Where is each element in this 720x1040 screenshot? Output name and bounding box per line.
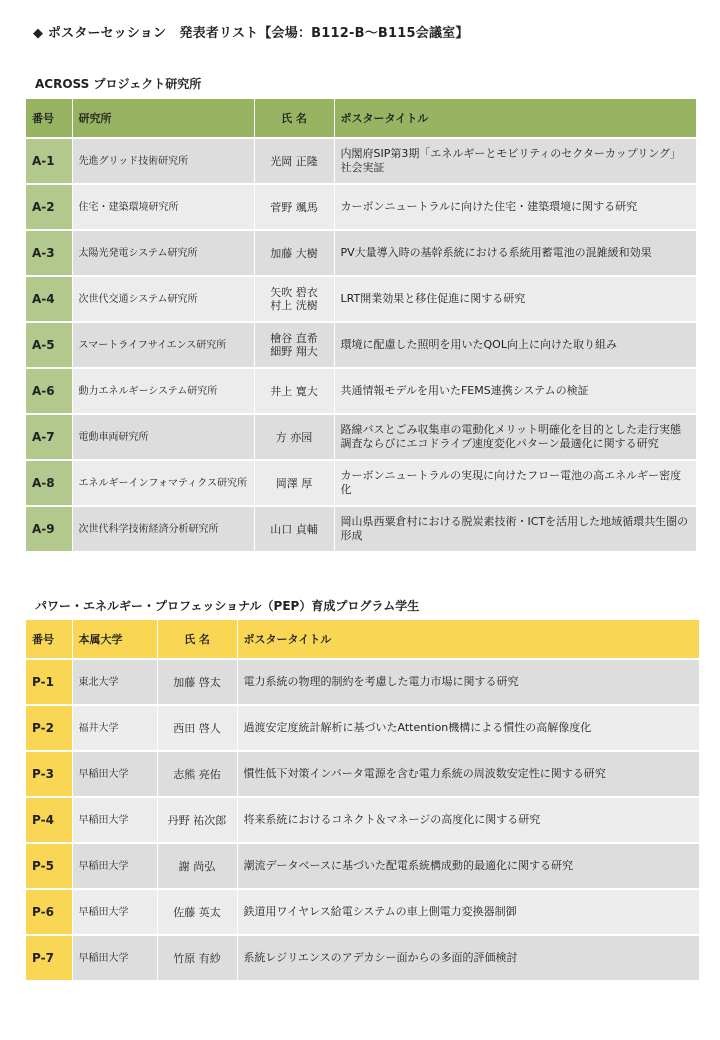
row-code: P-7: [26, 935, 72, 981]
header-code: 番号: [26, 99, 72, 138]
table-row: [26, 460, 696, 506]
presenter-name: 菅野 颯馬: [270, 200, 318, 214]
row-presenter-names: [157, 935, 237, 981]
row-organization: 早稲田大学: [72, 797, 157, 843]
row-organization: 早稲田大学: [72, 935, 157, 981]
header-title: ポスタータイトル: [334, 99, 696, 138]
row-code: A-9: [26, 506, 72, 552]
row-presenter-names: [157, 751, 237, 797]
presenter-name: 方 亦园: [275, 430, 313, 444]
table-row: [26, 705, 699, 751]
row-poster-title: 慣性低下対策インバータ電源を含む電力系統の周波数安定性に関する研究: [237, 751, 699, 797]
row-code: A-7: [26, 414, 72, 460]
page-title: ◆ ポスターセッション 発表者リスト【会場：B112-B〜B115会議室】: [33, 26, 469, 41]
presenter-name: 志熊 亮佑: [173, 767, 221, 781]
row-organization: 次世代科学技術経済分析研究所: [72, 506, 254, 552]
table-row: [26, 506, 696, 552]
table-row: [26, 659, 699, 705]
row-poster-title: 内閣府SIP第3期「エネルギーとモビリティのセクターカップリング」社会実証: [334, 138, 696, 184]
presenter-name: 井上 寛大: [270, 384, 318, 398]
presenter-name: 竹原 有紗: [173, 951, 221, 965]
presenter-name: 矢吹 碧衣: [270, 286, 318, 299]
table-row: [26, 797, 699, 843]
row-code: A-6: [26, 368, 72, 414]
row-organization: 動力エネルギーシステム研究所: [72, 368, 254, 414]
row-organization: 次世代交通システム研究所: [72, 276, 254, 322]
header-org: 本属大学: [72, 620, 157, 659]
presenter-name: 村上 洸樹: [270, 299, 318, 312]
row-poster-title: LRT開業効果と移住促進に関する研究: [334, 276, 696, 322]
row-poster-title: 鉄道用ワイヤレス給電システムの車上側電力変換器制御: [237, 889, 699, 935]
across-table: [26, 99, 696, 553]
table-row: [26, 322, 696, 368]
row-code: A-3: [26, 230, 72, 276]
across-section-title: ACROSS プロジェクト研究所: [35, 77, 202, 91]
header-title: ポスタータイトル: [237, 620, 699, 659]
pep-header-row: [26, 620, 699, 659]
row-code: A-4: [26, 276, 72, 322]
table-row: [26, 276, 696, 322]
presenter-name: 佐藤 英太: [173, 905, 221, 919]
row-organization: 福井大学: [72, 705, 157, 751]
row-code: P-6: [26, 889, 72, 935]
row-presenter-names: [157, 659, 237, 705]
table-row: [26, 935, 699, 981]
row-presenter-names: [254, 230, 334, 276]
row-code: A-1: [26, 138, 72, 184]
row-organization: 先進グリッド技術研究所: [72, 138, 254, 184]
row-organization: 早稲田大学: [72, 751, 157, 797]
row-code: P-5: [26, 843, 72, 889]
row-presenter-names: [254, 460, 334, 506]
table-row: [26, 889, 699, 935]
pep-section-title: パワー・エネルギー・プロフェッショナル（PEP）育成プログラム学生: [35, 599, 420, 613]
header-org: 研究所: [72, 99, 254, 138]
table-row: [26, 843, 699, 889]
row-code: P-1: [26, 659, 72, 705]
presenter-name: 加藤 啓太: [173, 675, 221, 689]
row-presenter-names: [157, 705, 237, 751]
presenter-name: 加藤 大樹: [270, 246, 318, 260]
header-name: 氏 名: [157, 620, 237, 659]
presenter-name: 檜谷 直希: [270, 332, 318, 345]
row-code: A-5: [26, 322, 72, 368]
row-organization: スマートライフサイエンス研究所: [72, 322, 254, 368]
table-row: [26, 414, 696, 460]
row-presenter-names: [157, 889, 237, 935]
row-poster-title: 電力系統の物理的制約を考慮した電力市場に関する研究: [237, 659, 699, 705]
table-row: [26, 368, 696, 414]
row-organization: エネルギーインフォマティクス研究所: [72, 460, 254, 506]
row-organization: 早稲田大学: [72, 843, 157, 889]
row-presenter-names: [254, 184, 334, 230]
row-poster-title: 将来系統におけるコネクト＆マネージの高度化に関する研究: [237, 797, 699, 843]
row-poster-title: 環境に配慮した照明を用いたQOL向上に向けた取り組み: [334, 322, 696, 368]
row-code: P-4: [26, 797, 72, 843]
pep-table: [26, 620, 699, 982]
row-organization: 早稲田大学: [72, 889, 157, 935]
row-presenter-names: [254, 322, 334, 368]
presenter-name: 細野 翔大: [270, 345, 318, 358]
row-poster-title: 系統レジリエンスのアデカシー面からの多面的評価検討: [237, 935, 699, 981]
row-organization: 東北大学: [72, 659, 157, 705]
presenter-name: 岡澤 厚: [275, 476, 313, 490]
table-row: [26, 751, 699, 797]
header-name: 氏 名: [254, 99, 334, 138]
row-code: P-3: [26, 751, 72, 797]
header-code: 番号: [26, 620, 72, 659]
row-presenter-names: [254, 506, 334, 552]
row-poster-title: 路線バスとごみ収集車の電動化メリット明確化を目的とした走行実態調査ならびにエコドライブ速度変化パターン最適化に関する研究: [334, 414, 696, 460]
row-code: A-8: [26, 460, 72, 506]
row-poster-title: PV大量導入時の基幹系統における系統用蓄電池の混雑緩和効果: [334, 230, 696, 276]
presenter-name: 光岡 正隆: [270, 154, 318, 168]
across-header-row: [26, 99, 696, 138]
presenter-name: 丹野 祐次郎: [167, 813, 227, 827]
row-code: P-2: [26, 705, 72, 751]
table-row: [26, 184, 696, 230]
row-presenter-names: [254, 276, 334, 322]
presenter-name: 西田 啓人: [173, 721, 221, 735]
row-presenter-names: [254, 414, 334, 460]
row-poster-title: 共通情報モデルを用いたFEMS連携システムの検証: [334, 368, 696, 414]
row-presenter-names: [254, 368, 334, 414]
row-organization: 電動車両研究所: [72, 414, 254, 460]
row-poster-title: カーボンニュートラルに向けた住宅・建築環境に関する研究: [334, 184, 696, 230]
presenter-name: 山口 貞輔: [270, 522, 318, 536]
table-row: [26, 138, 696, 184]
row-poster-title: 潮流データベースに基づいた配電系統構成動的最適化に関する研究: [237, 843, 699, 889]
row-poster-title: カーボンニュートラルの実現に向けたフロー電池の高エネルギー密度化: [334, 460, 696, 506]
table-row: [26, 230, 696, 276]
row-organization: 太陽光発電システム研究所: [72, 230, 254, 276]
presenter-name: 謝 尚弘: [178, 859, 216, 873]
row-code: A-2: [26, 184, 72, 230]
row-presenter-names: [254, 138, 334, 184]
row-presenter-names: [157, 843, 237, 889]
row-poster-title: 岡山県西粟倉村における脱炭素技術・ICTを活用した地域循環共生圏の形成: [334, 506, 696, 552]
row-presenter-names: [157, 797, 237, 843]
row-poster-title: 過渡安定度統計解析に基づいたAttention機構による慣性の高解像度化: [237, 705, 699, 751]
row-organization: 住宅・建築環境研究所: [72, 184, 254, 230]
